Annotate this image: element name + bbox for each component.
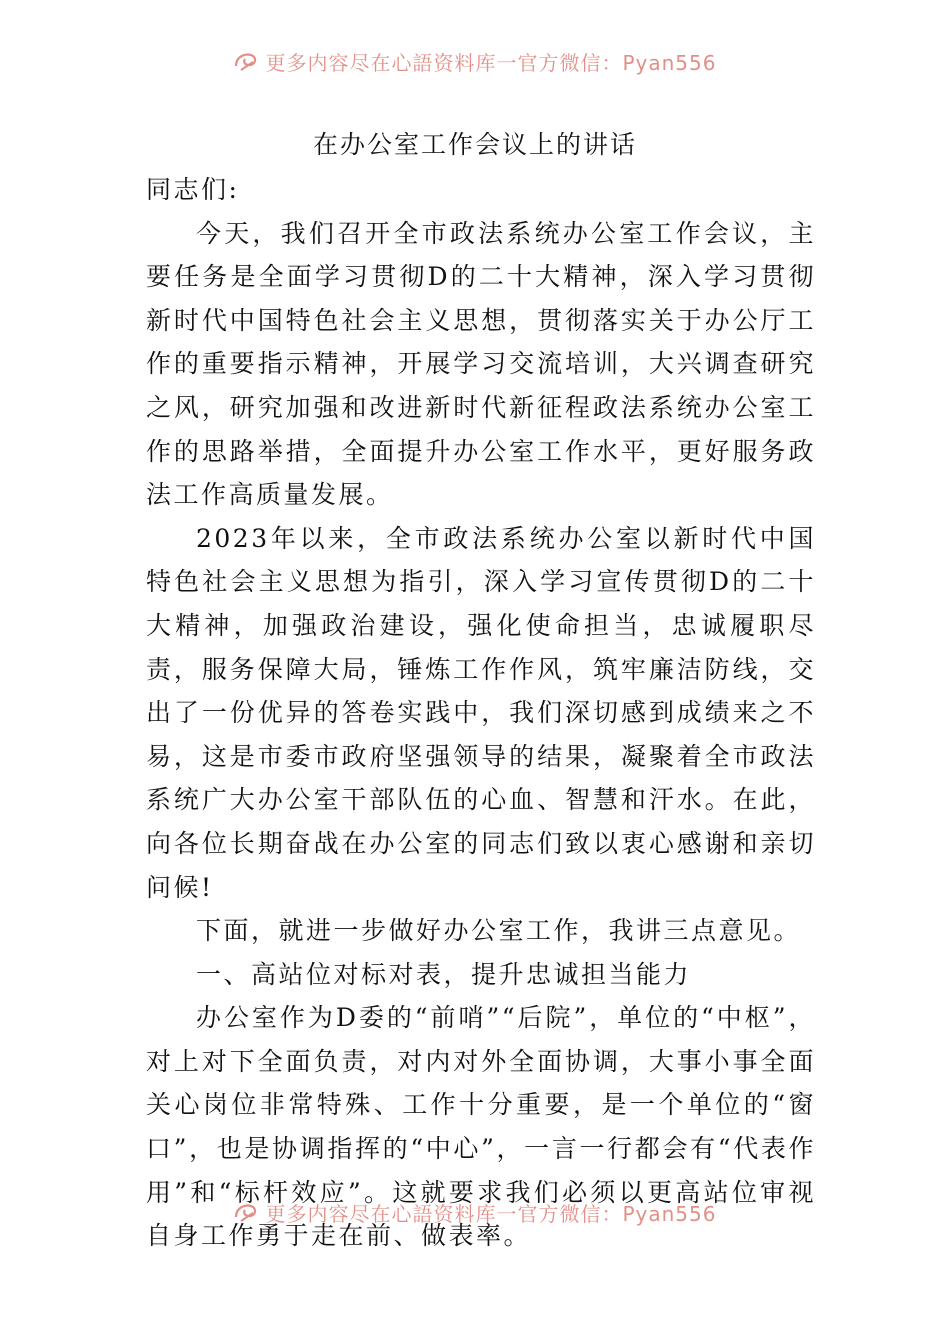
watermark-header [0,50,950,90]
page-title: 在办公室工作会议上的讲话 [312,130,637,159]
paragraph-achievements: 2023年以来，全市政法系统办公室以新时代中国特色社会主义思想为指引，深入学习宣传贯彻D的二十大精神，加强政治建设，强化使命担当，忠诚履职尽责，服务保障大局，锤炼工作作风，筑牢廉洁防线，交出了一份优异的答卷实践中，我们深切感到成绩来之不易，这是市委市政府坚强领导的结果，凝聚着全市政法系统广大办公室干部队伍的心血、智慧和汗水。在此，向各位长期奋战在办公室的同志们致以衷心感谢和亲切问候! [146,523,816,902]
brand-logo-icon [233,50,259,72]
paragraph-opening: 今天，我们召开全市政法系统办公室工作会议，主要任务是全面学习贯彻D的二十大精神，深入学习贯彻新时代中国特色社会主义思想，贯彻落实关于办公厅工作的重要指示精神，开展学习交流培训，大兴调查研究之风，研究加强和改进新时代新征程政法系统办公室工作的思路举措，全面提升办公室工作水平，更好服务政法工作高质量发展。 [146,218,816,510]
salutation: 同志们: [146,175,240,204]
paragraph-transition: 下面，就进一步做好办公室工作，我讲三点意见。 [196,916,802,946]
watermark-text: 更多内容尽在心語资料库一官方微信：Pyan556 [265,50,717,75]
watermark-text: 更多内容尽在心語资料库一官方微信：Pyan556 [265,1201,717,1226]
document-body [146,168,816,1258]
brand-logo-icon [233,1201,259,1223]
watermark-footer [0,1201,950,1241]
section-heading-one: 一、高站位对标对表，提升忠诚担当能力 [196,959,692,989]
paragraph-office-role: 办公室作为D委的“前哨”“后院”，单位的“中枢”，对上对下全面负责，对内对外全面协调，大事小事全面关心岗位非常特殊、工作十分重要，是一个单位的“窗口”，也是协调指挥的“中心”，一言一行都会有“代表作用”和“标杆效应”。这就要求我们必须以更高站位审视自身工作勇于走在前、做表率。 [146,1003,817,1251]
